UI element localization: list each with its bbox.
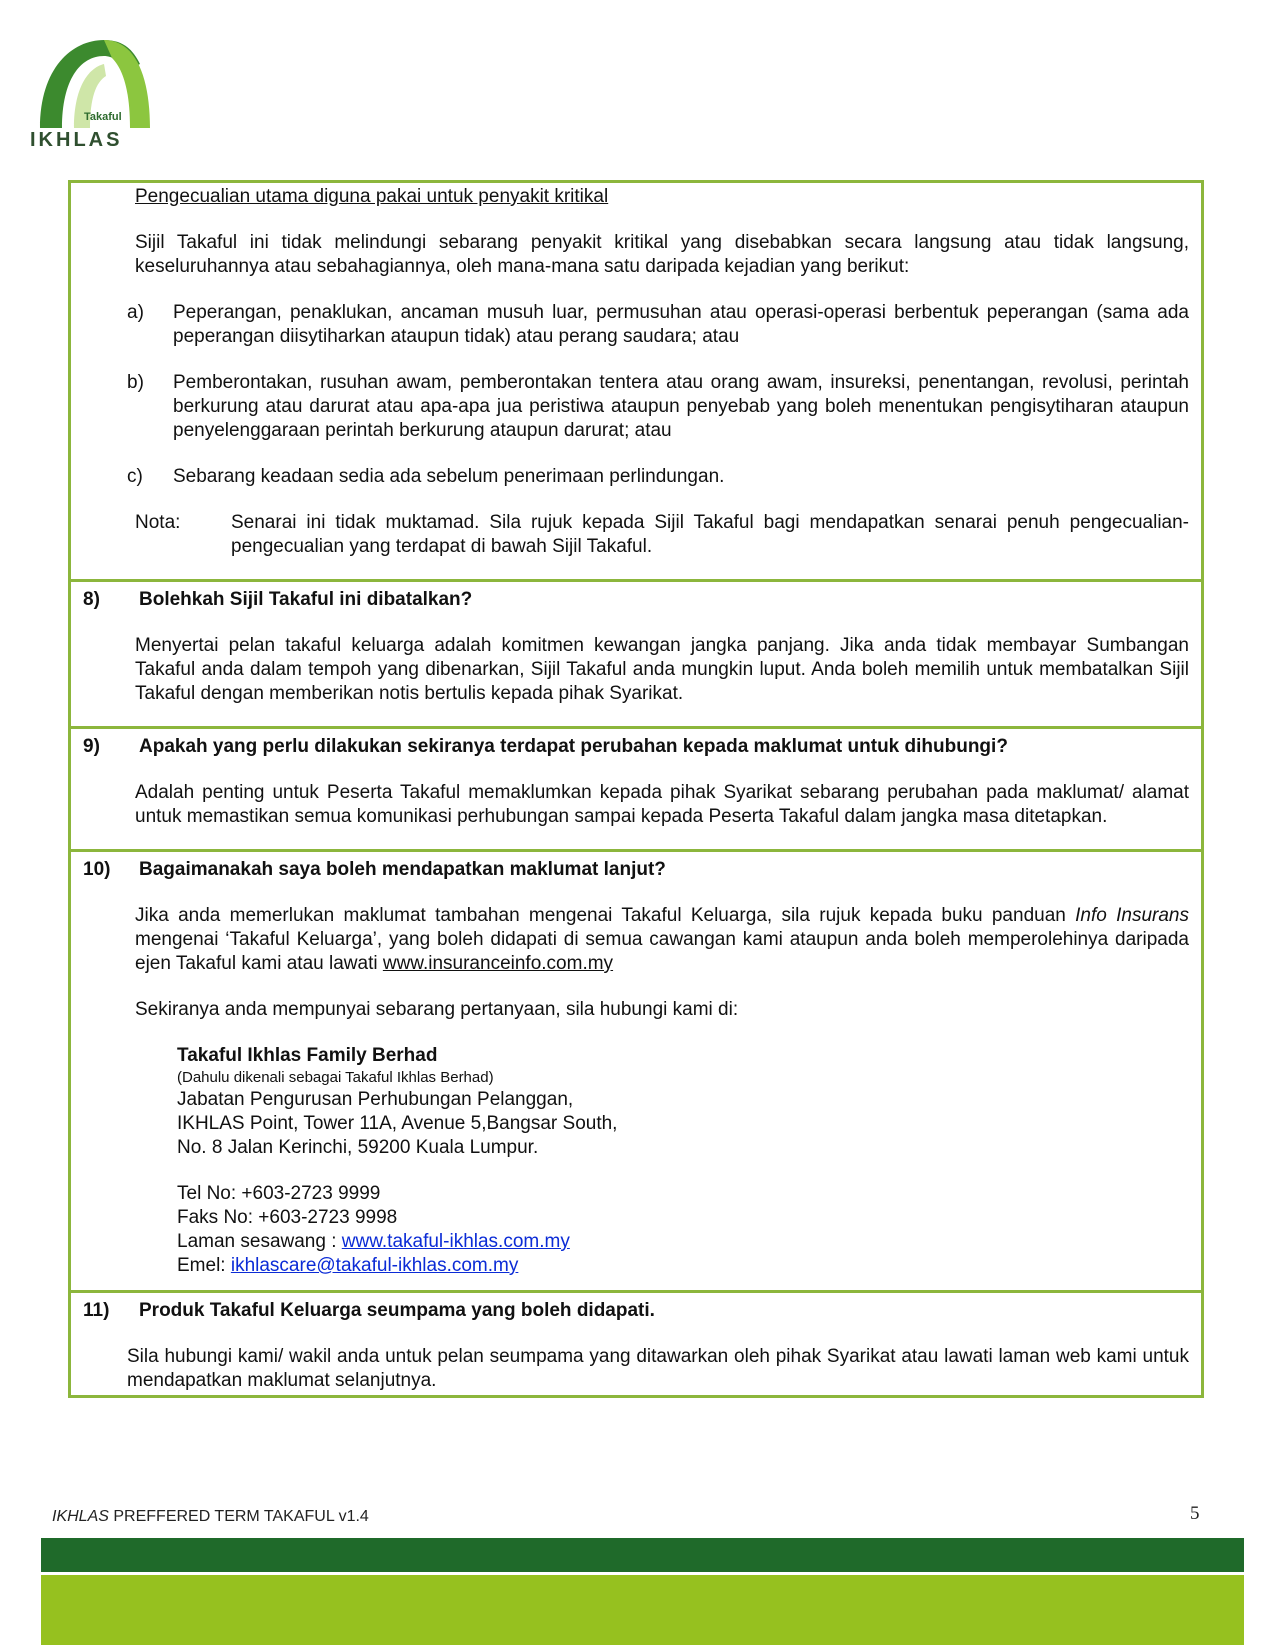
svg-text:IKHLAS: IKHLAS bbox=[30, 129, 123, 151]
section-number: 8) bbox=[83, 589, 100, 610]
email-link[interactable]: ikhlascare@takaful-ikhlas.com.my bbox=[230, 1255, 519, 1276]
body-text: Jika anda memerlukan maklumat tambahan mengenai Takaful Keluarga, sila rujuk kepada buku panduan bbox=[135, 905, 1076, 926]
nota bbox=[71, 511, 1201, 559]
footer-brand: IKHLAS bbox=[52, 1508, 109, 1525]
nota-text: Senarai ini tidak muktamad. Sila rujuk kepada Sijil Takaful bagi mendapatkan senarai penuh pengecualian-pengecualian yang terdapat di bawah Sijil Takaful. bbox=[231, 512, 1189, 557]
tel-number: Tel No: +603-2723 9999 bbox=[177, 1183, 381, 1204]
contact-intro: Sekiranya anda mempunyai sebarang pertanyaan, sila hubungi kami di: bbox=[135, 999, 739, 1020]
email-row bbox=[177, 1254, 1201, 1278]
company-note: (Dahulu dikenali sebagai Takaful Ikhlas Berhad) bbox=[177, 1069, 494, 1086]
page-number: 5 bbox=[1190, 1503, 1200, 1524]
email-label: Emel: bbox=[177, 1255, 231, 1276]
website-label: Laman sesawang : bbox=[177, 1231, 342, 1252]
exclusions-section bbox=[71, 183, 1201, 579]
section-title: Apakah yang perlu dilakukan sekiranya terdapat perubahan kepada maklumat untuk dihubungi? bbox=[139, 736, 1008, 757]
fax-number: Faks No: +603-2723 9998 bbox=[177, 1207, 398, 1228]
address-line: No. 8 Jalan Kerinchi, 59200 Kuala Lumpur. bbox=[177, 1137, 539, 1158]
address-line: IKHLAS Point, Tower 11A, Avenue 5,Bangsar South, bbox=[177, 1113, 618, 1134]
takaful-ikhlas-logo bbox=[22, 28, 167, 173]
section-body: Adalah penting untuk Peserta Takaful memaklumkan kepada pihak Syarikat sebarang perubahan pada maklumat/ alamat untuk memastikan semua komunikasi perhubungan sampai kepada Peserta Takaful dalam jangka masa ditetapkan. bbox=[135, 782, 1189, 827]
document-footer-label bbox=[52, 1508, 369, 1526]
section-number: 10) bbox=[83, 859, 111, 880]
section-9 bbox=[71, 726, 1201, 849]
section-body bbox=[71, 904, 1201, 976]
website-row bbox=[177, 1230, 1201, 1254]
list-item bbox=[127, 465, 1201, 489]
section-10 bbox=[71, 849, 1201, 1290]
exclusions-heading: Pengecualian utama diguna pakai untuk penyakit kritikal bbox=[135, 186, 609, 207]
company-name: Takaful Ikhlas Family Berhad bbox=[177, 1045, 438, 1066]
website-link[interactable]: www.takaful-ikhlas.com.my bbox=[341, 1231, 570, 1252]
content-table bbox=[68, 180, 1204, 1398]
footer-bar-dark bbox=[41, 1538, 1244, 1572]
info-insurans-italic: Info Insurans bbox=[1075, 905, 1190, 926]
section-title: Bagaimanakah saya boleh mendapatkan maklumat lanjut? bbox=[139, 859, 666, 880]
section-number: 9) bbox=[83, 736, 100, 757]
list-item-text: Pemberontakan, rusuhan awam, pemberontakan tentera atau orang awam, insureksi, penentangan, revolusi, perintah berkurung atau darurat atau apa-apa jua peristiwa ataupun penyebab yang boleh menentukan pengisytiharan ataupun penyelenggaraan perintah berkurung ataupun darurat; atau bbox=[173, 372, 1189, 441]
section-title: Produk Takaful Keluarga seumpama yang boleh didapati. bbox=[139, 1300, 655, 1321]
list-item bbox=[127, 371, 1201, 443]
ikhlas-arch-logo-icon bbox=[22, 28, 167, 173]
body-text: mengenai ‘Takaful Keluarga’, yang boleh didapati di semua cawangan kami ataupun anda boleh memperolehinya daripada ejen Takaful kami atau lawati bbox=[135, 929, 1189, 974]
footer-bar-light bbox=[41, 1575, 1244, 1645]
exclusions-intro: Sijil Takaful ini tidak melindungi sebarang penyakit kritikal yang disebabkan secara langsung atau tidak langsung, keseluruhannya atau sebahagiannya, oleh mana-mana satu daripada kejadian yang berikut: bbox=[135, 232, 1189, 277]
address-line: Jabatan Pengurusan Perhubungan Pelanggan, bbox=[177, 1089, 574, 1110]
list-item-text: Sebarang keadaan sedia ada sebelum penerimaan perlindungan. bbox=[173, 466, 725, 487]
list-item-label: c) bbox=[127, 466, 143, 487]
list-item-label: b) bbox=[127, 372, 144, 393]
nota-label: Nota: bbox=[135, 512, 181, 533]
list-item bbox=[127, 301, 1201, 349]
section-11 bbox=[71, 1290, 1201, 1395]
contact-address bbox=[71, 1044, 1201, 1278]
section-8 bbox=[71, 579, 1201, 726]
footer-doc-title: PREFFERED TERM TAKAFUL v1.4 bbox=[108, 1508, 369, 1525]
section-number: 11) bbox=[83, 1300, 110, 1321]
svg-text:Takaful: Takaful bbox=[84, 111, 122, 123]
list-item-text: Peperangan, penaklukan, ancaman musuh luar, permusuhan atau operasi-operasi berbentuk peperangan (sama ada peperangan diisytiharkan ataupun tidak) atau perang saudara; atau bbox=[173, 302, 1189, 347]
section-body: Sila hubungi kami/ wakil anda untuk pelan seumpama yang ditawarkan oleh pihak Syarikat atau lawati laman web kami untuk mendapatkan maklumat selanjutnya. bbox=[127, 1346, 1189, 1391]
section-body: Menyertai pelan takaful keluarga adalah komitmen kewangan jangka panjang. Jika anda tidak membayar Sumbangan Takaful anda dalam tempoh yang dibenarkan, Sijil Takaful anda mungkin luput. Anda boleh memilih untuk membatalkan Sijil Takaful dengan memberikan notis bertulis kepada pihak Syarikat. bbox=[135, 635, 1189, 704]
section-title: Bolehkah Sijil Takaful ini dibatalkan? bbox=[139, 589, 473, 610]
insuranceinfo-link[interactable]: www.insuranceinfo.com.my bbox=[382, 953, 614, 974]
list-item-label: a) bbox=[127, 302, 144, 323]
